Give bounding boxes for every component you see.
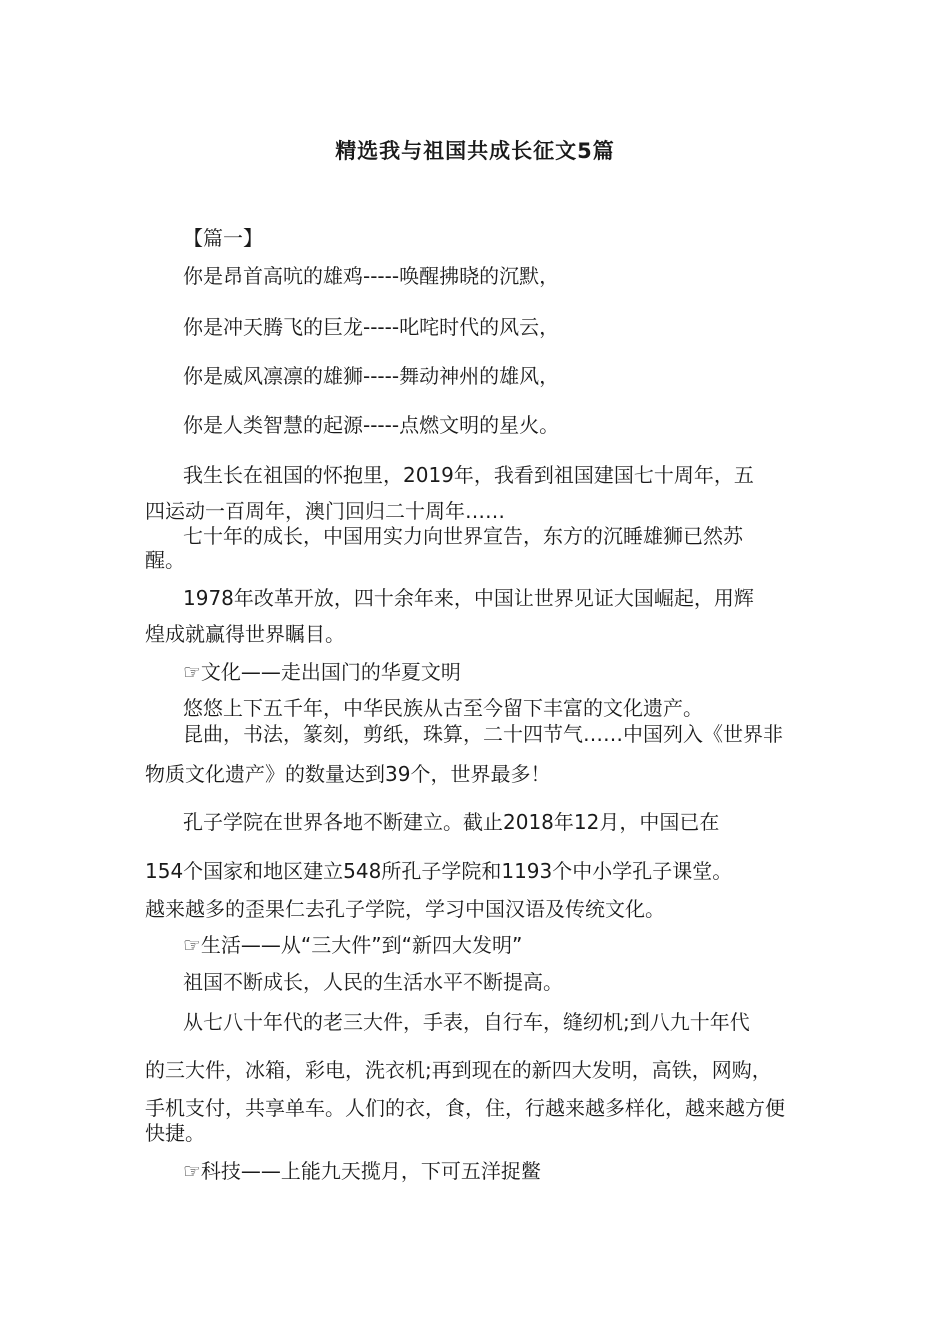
paragraph-line: 我生长在祖国的怀抱里，2019年，我看到祖国建国七十周年，五 [183, 463, 754, 487]
poem-line: 你是人类智慧的起源-----点燃文明的星火。 [183, 413, 560, 437]
paragraph-line: 的三大件，冰箱，彩电，洗衣机;再到现在的新四大发明，高铁，网购， [145, 1058, 772, 1082]
paragraph-line: 煌成就赢得世界瞩目。 [145, 622, 345, 646]
subsection-heading: ☞文化——走出国门的华夏文明 [183, 660, 461, 684]
section-heading: 【篇一】 [183, 226, 263, 250]
paragraph-line: 154个国家和地区建立548所孔子学院和1193个中小学孔子课堂。 [145, 859, 733, 883]
paragraph-line: 悠悠上下五千年，中华民族从古至今留下丰富的文化遗产。 [183, 696, 703, 720]
paragraph-line: 孔子学院在世界各地不断建立。截止2018年12月，中国已在 [183, 810, 720, 834]
poem-line: 你是冲天腾飞的巨龙-----叱咤时代的风云， [183, 315, 560, 339]
paragraph-line: 醒。 [145, 548, 185, 572]
paragraph-line: 七十年的成长，中国用实力向世界宣告，东方的沉睡雄狮已然苏 [183, 524, 743, 548]
subsection-heading: ☞生活——从“三大件”到“新四大发明” [183, 933, 523, 957]
paragraph-line: 昆曲，书法，篆刻，剪纸，珠算，二十四节气……中国列入《世界非 [183, 722, 783, 746]
paragraph-line: 物质文化遗产》的数量达到39个，世界最多！ [145, 762, 551, 786]
paragraph-line: 手机支付，共享单车。人们的衣，食，住，行越来越多样化，越来越方便 [145, 1096, 785, 1120]
paragraph-line: 1978年改革开放，四十余年来，中国让世界见证大国崛起，用辉 [183, 586, 754, 610]
poem-line: 你是威风凛凛的雄狮-----舞动神州的雄风， [183, 364, 560, 388]
document-title: 精选我与祖国共成长征文5篇 [335, 139, 615, 163]
paragraph-line: 祖国不断成长，人民的生活水平不断提高。 [183, 970, 563, 994]
poem-line: 你是昂首高吭的雄鸡-----唤醒拂晓的沉默， [183, 264, 560, 288]
paragraph-line: 从七八十年代的老三大件，手表，自行车，缝纫机;到八九十年代 [183, 1010, 750, 1034]
subsection-heading: ☞科技——上能九天揽月，下可五洋捉鳖 [183, 1159, 541, 1183]
paragraph-line: 快捷。 [145, 1121, 205, 1145]
paragraph-line: 越来越多的歪果仁去孔子学院，学习中国汉语及传统文化。 [145, 897, 665, 921]
paragraph-line: 四运动一百周年，澳门回归二十周年…… [145, 499, 505, 523]
